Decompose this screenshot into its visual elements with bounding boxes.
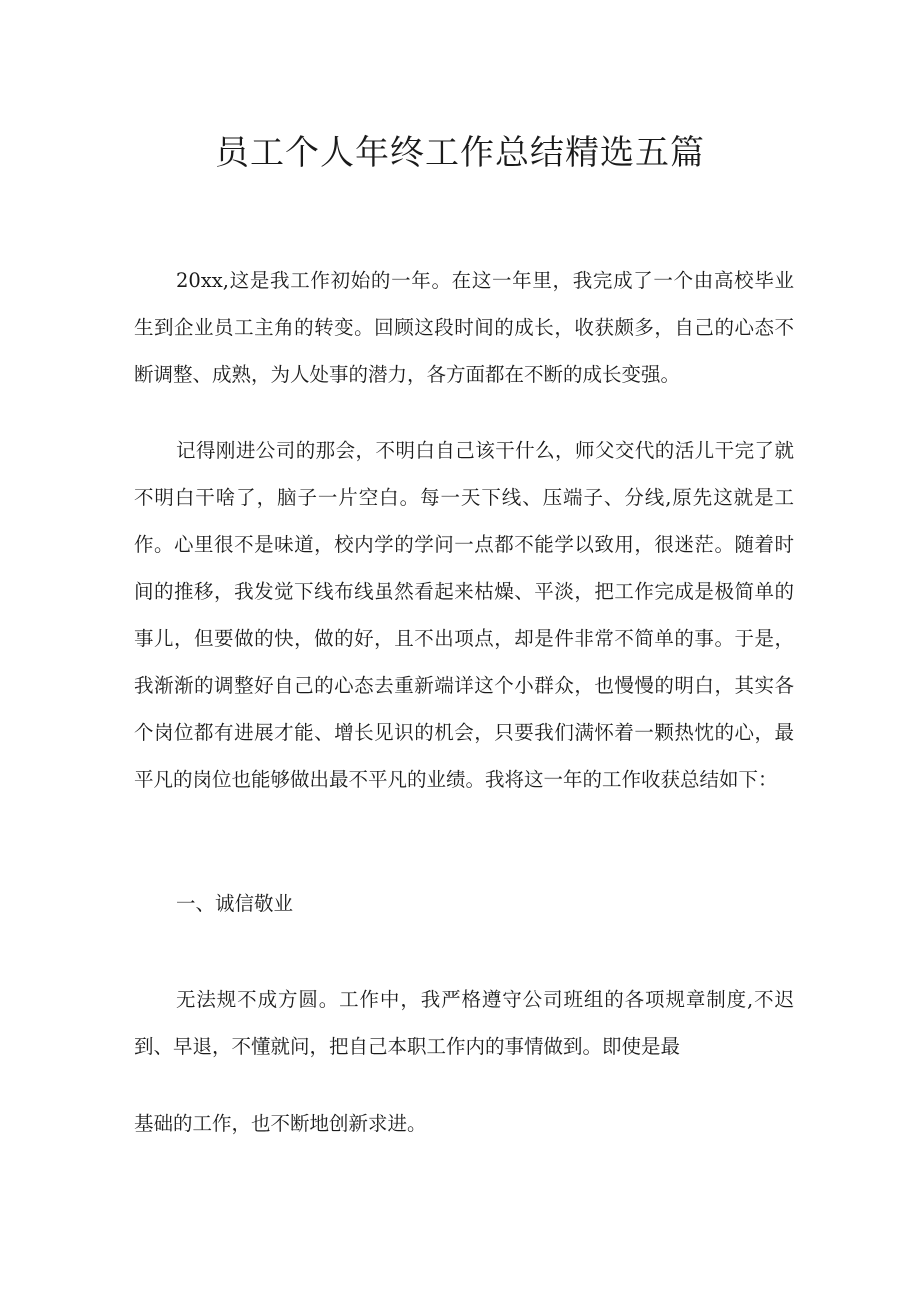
paragraph-rules: 无法规不成方圆。工作中，我严格遵守公司班组的各项规章制度,不迟到、早退，不懂就问，把自己本职工作内的事情做到。即使是最 [134,988,794,1058]
section-heading-integrity: 一、诚信敬业 [176,892,294,915]
document-title: 员工个人年终工作总结精选五篇 [215,133,705,173]
paragraph-continuation: 基础的工作，也不断地创新求进。 [134,1112,427,1135]
paragraph-first-days: 记得刚进公司的那会，不明白自己该干什么，师父交代的活儿干完了就不明白干啥了，脑子一片空白。每一天下线、压端子、分线,原先这就是工作。心里很不是味道，校内学的学问一点都不能学以致用，很迷茫。随着时间的推移，我发觉下线布线虽然看起来枯燥、平淡，把工作完成是极简单的事儿，但要做的快，做的好，且不出项点，却是件非常不简单的事。于是，我渐渐的调整好自己的心态去重新端详这个小群众，也慢慢的明白，其实各个岗位都有进展才能、增长见识的机会，只要我们满怀着一颗热忱的心，最平凡的岗位也能够做出最不平凡的业绩。我将这一年的工作收获总结如下： [134,439,794,791]
paragraph-intro: 20xx,这是我工作初始的一年。在这一年里，我完成了一个由高校毕业生到企业员工主角的转变。回顾这段时间的成长，收获颇多，自己的心态不断调整、成熟，为人处事的潜力，各方面都在不断的成长变强。 [134,269,794,386]
